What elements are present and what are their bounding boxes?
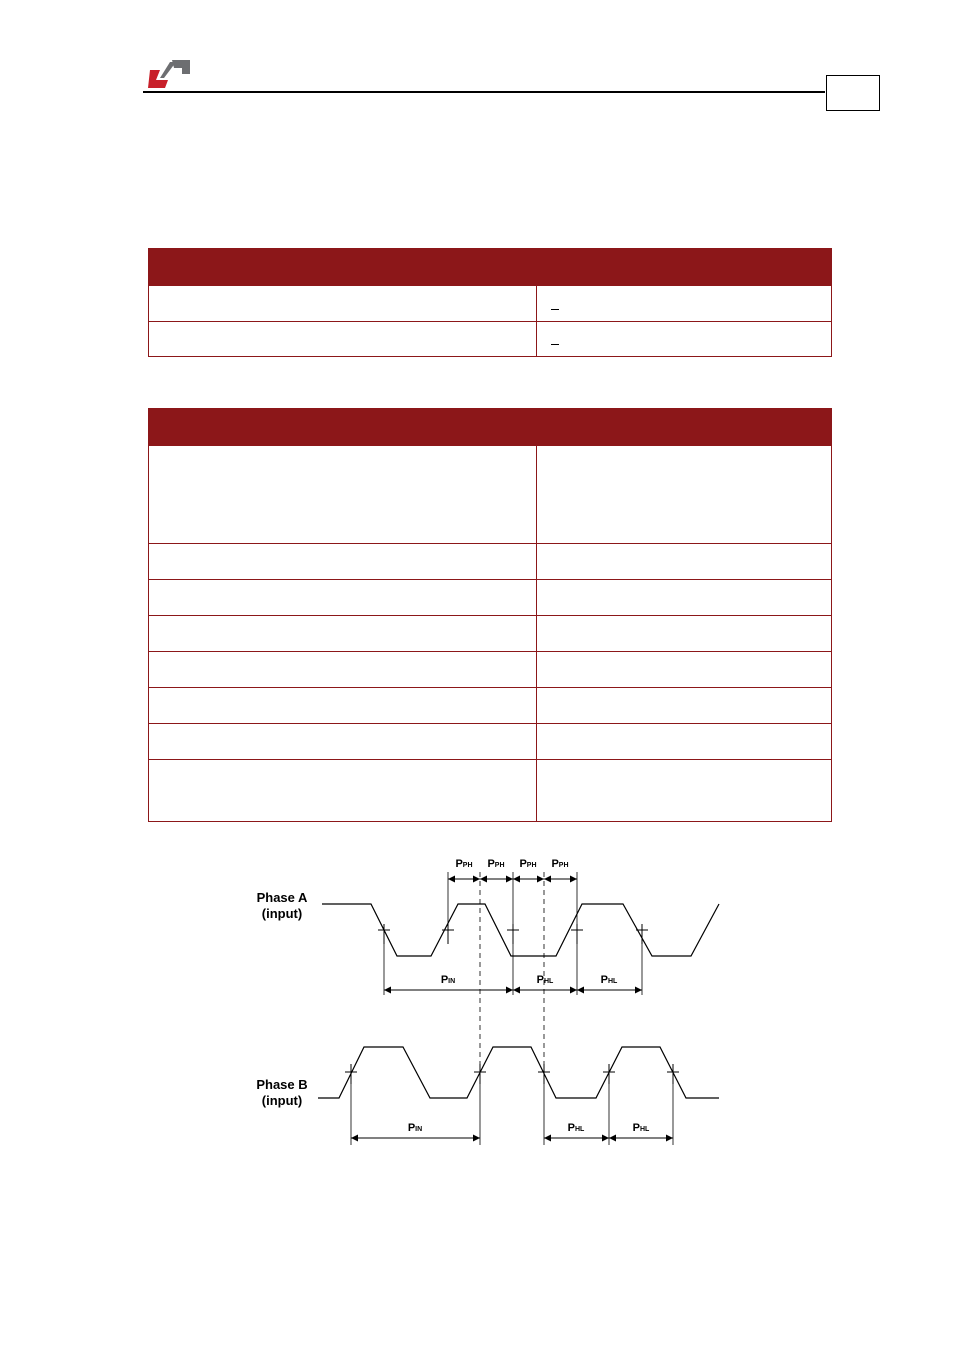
table-cell [149, 446, 537, 544]
table1-header-1 [149, 249, 537, 286]
table-cell [149, 688, 537, 724]
phase-b-label-1: Phase B [256, 1077, 308, 1092]
table-cell [537, 688, 832, 724]
table-cell [537, 446, 832, 544]
table-cell [537, 286, 832, 322]
pph-label-3: PPH [519, 858, 537, 870]
table-cell [537, 760, 832, 822]
phase-a-label-1: Phase A [256, 890, 308, 905]
phl-label-a1: PHL [536, 974, 554, 986]
company-logo [148, 58, 192, 88]
table-row [149, 616, 832, 652]
pin-label-b: PIN [407, 1122, 423, 1134]
page-number-box [826, 75, 880, 111]
table-cell [149, 580, 537, 616]
table-row [149, 688, 832, 724]
table-cell [537, 322, 832, 357]
table-row [149, 322, 832, 357]
pin-label-a: PIN [440, 974, 456, 986]
spec-table-1 [148, 248, 832, 357]
table-cell [537, 580, 832, 616]
phase-b-label-2: (input) [261, 1093, 303, 1108]
table-cell [149, 616, 537, 652]
phase-a-label-2: (input) [261, 906, 303, 921]
phl-label-b1: PHL [567, 1122, 585, 1134]
underscore-mark [551, 309, 559, 310]
table-row [149, 652, 832, 688]
table-row [149, 760, 832, 822]
table-row [149, 724, 832, 760]
phl-label-b2: PHL [632, 1122, 650, 1134]
table-cell [537, 544, 832, 580]
table-row [149, 544, 832, 580]
table1-header-2 [537, 249, 832, 286]
quadrature-timing-diagram [230, 845, 740, 1155]
table-cell [537, 724, 832, 760]
table-cell [537, 616, 832, 652]
spec-table-2 [148, 408, 832, 822]
table-row [149, 580, 832, 616]
table-cell [537, 652, 832, 688]
phl-label-a2: PHL [600, 974, 618, 986]
header-rule [143, 91, 825, 93]
table-cell [149, 286, 537, 322]
phase-b-waveform [318, 1047, 719, 1098]
pph-label-1: PPH [455, 858, 473, 870]
pph-label-4: PPH [551, 858, 569, 870]
table-cell [149, 544, 537, 580]
table2-header-2 [537, 409, 832, 446]
table2-header-1 [149, 409, 537, 446]
underscore-mark [551, 344, 559, 345]
table-cell [149, 724, 537, 760]
table-row [149, 286, 832, 322]
table-cell [149, 322, 537, 357]
table-row [149, 446, 832, 544]
pph-label-2: PPH [487, 858, 505, 870]
table-cell [149, 652, 537, 688]
table-cell [149, 760, 537, 822]
